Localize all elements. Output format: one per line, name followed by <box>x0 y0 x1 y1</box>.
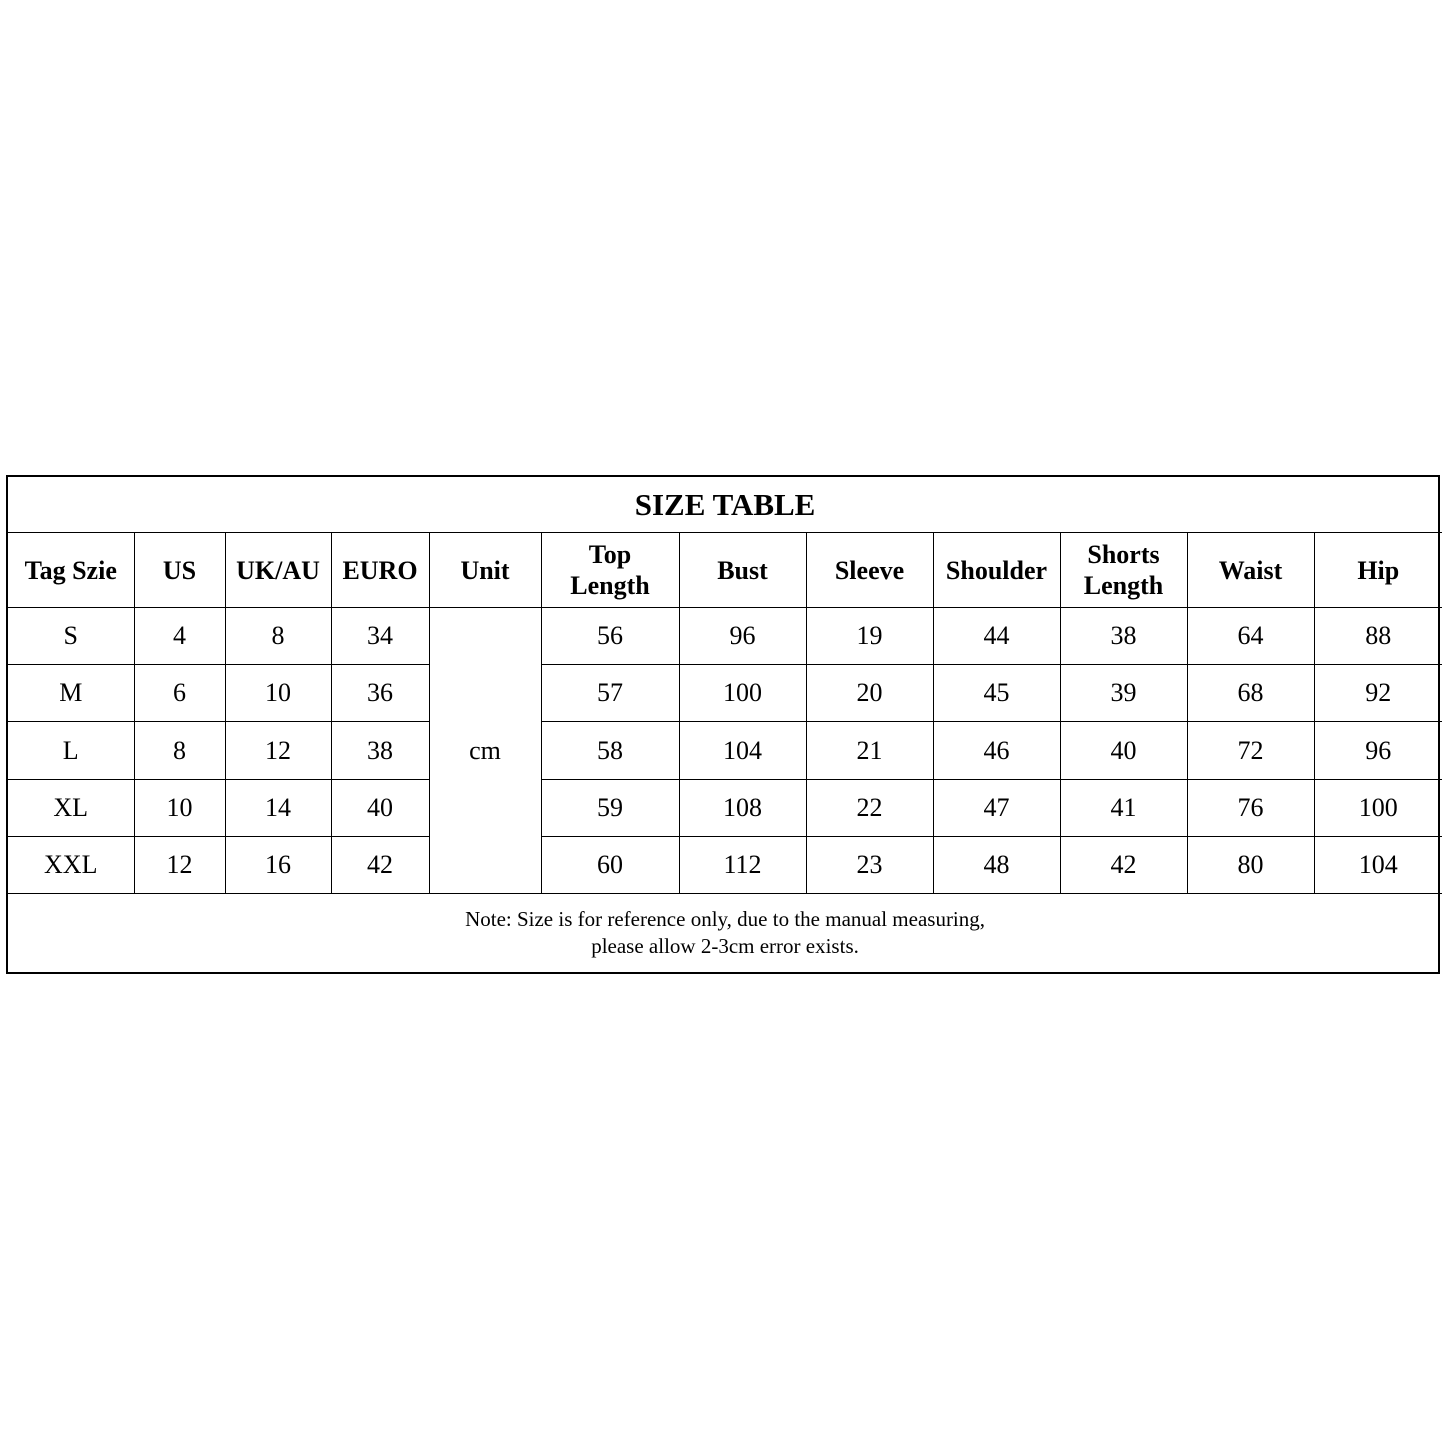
cell-shorts-length: 40 <box>1060 722 1187 779</box>
header-waist: Waist <box>1187 533 1314 608</box>
cell-hip: 96 <box>1314 722 1442 779</box>
cell-shorts-length: 41 <box>1060 779 1187 836</box>
cell-shoulder: 45 <box>933 665 1060 722</box>
cell-euro: 38 <box>331 722 429 779</box>
cell-tag-size: L <box>8 722 134 779</box>
cell-euro: 40 <box>331 779 429 836</box>
cell-bust: 104 <box>679 722 806 779</box>
cell-tag-size: S <box>8 608 134 665</box>
table-row <box>8 722 1442 779</box>
cell-uk-au: 10 <box>225 665 331 722</box>
cell-us: 10 <box>134 779 225 836</box>
cell-tag-size: M <box>8 665 134 722</box>
header-top-length <box>541 533 679 608</box>
header-unit: Unit <box>429 533 541 608</box>
cell-sleeve: 21 <box>806 722 933 779</box>
cell-hip: 104 <box>1314 836 1442 893</box>
cell-tag-size: XL <box>8 779 134 836</box>
cell-hip: 88 <box>1314 608 1442 665</box>
cell-us: 6 <box>134 665 225 722</box>
table-row <box>8 608 1442 665</box>
cell-bust: 108 <box>679 779 806 836</box>
cell-hip: 92 <box>1314 665 1442 722</box>
cell-shoulder: 46 <box>933 722 1060 779</box>
cell-euro: 42 <box>331 836 429 893</box>
cell-shorts-length: 39 <box>1060 665 1187 722</box>
cell-top-length: 57 <box>541 665 679 722</box>
header-uk-au: UK/AU <box>225 533 331 608</box>
header-shorts-length <box>1060 533 1187 608</box>
cell-shoulder: 48 <box>933 836 1060 893</box>
size-note-line1: Note: Size is for reference only, due to the manual measuring, <box>465 906 986 931</box>
header-row <box>8 533 1442 608</box>
cell-sleeve: 20 <box>806 665 933 722</box>
header-shorts-length-line2: Length <box>1083 571 1164 601</box>
header-top-length-line1: Top <box>588 540 632 570</box>
cell-sleeve: 19 <box>806 608 933 665</box>
cell-uk-au: 16 <box>225 836 331 893</box>
header-euro: EURO <box>331 533 429 608</box>
header-shorts-length-line1: Shorts <box>1087 540 1160 570</box>
cell-shoulder: 47 <box>933 779 1060 836</box>
cell-us: 4 <box>134 608 225 665</box>
cell-shorts-length: 42 <box>1060 836 1187 893</box>
table-row <box>8 665 1442 722</box>
table-row <box>8 836 1442 893</box>
cell-bust: 96 <box>679 608 806 665</box>
cell-hip: 100 <box>1314 779 1442 836</box>
cell-us: 12 <box>134 836 225 893</box>
cell-waist: 80 <box>1187 836 1314 893</box>
cell-shoulder: 44 <box>933 608 1060 665</box>
cell-waist: 64 <box>1187 608 1314 665</box>
cell-shorts-length: 38 <box>1060 608 1187 665</box>
header-sleeve: Sleeve <box>806 533 933 608</box>
cell-bust: 112 <box>679 836 806 893</box>
cell-uk-au: 8 <box>225 608 331 665</box>
cell-uk-au: 12 <box>225 722 331 779</box>
cell-waist: 68 <box>1187 665 1314 722</box>
table-title: SIZE TABLE <box>8 477 1442 533</box>
cell-sleeve: 23 <box>806 836 933 893</box>
cell-uk-au: 14 <box>225 779 331 836</box>
cell-waist: 72 <box>1187 722 1314 779</box>
cell-euro: 34 <box>331 608 429 665</box>
cell-top-length: 59 <box>541 779 679 836</box>
cell-top-length: 58 <box>541 722 679 779</box>
header-tag-size: Tag Szie <box>8 533 134 608</box>
cell-tag-size: XXL <box>8 836 134 893</box>
header-top-length-line2: Length <box>570 571 650 601</box>
cell-us: 8 <box>134 722 225 779</box>
header-bust: Bust <box>679 533 806 608</box>
cell-unit: cm <box>429 608 541 894</box>
size-note-line2: please allow 2-3cm error exists. <box>591 933 859 958</box>
size-note <box>8 893 1442 972</box>
cell-bust: 100 <box>679 665 806 722</box>
size-table-container <box>6 475 1440 974</box>
header-us: US <box>134 533 225 608</box>
cell-waist: 76 <box>1187 779 1314 836</box>
cell-top-length: 60 <box>541 836 679 893</box>
header-hip: Hip <box>1314 533 1442 608</box>
cell-top-length: 56 <box>541 608 679 665</box>
cell-sleeve: 22 <box>806 779 933 836</box>
header-shoulder: Shoulder <box>933 533 1060 608</box>
table-row <box>8 779 1442 836</box>
cell-euro: 36 <box>331 665 429 722</box>
size-table <box>8 477 1442 972</box>
